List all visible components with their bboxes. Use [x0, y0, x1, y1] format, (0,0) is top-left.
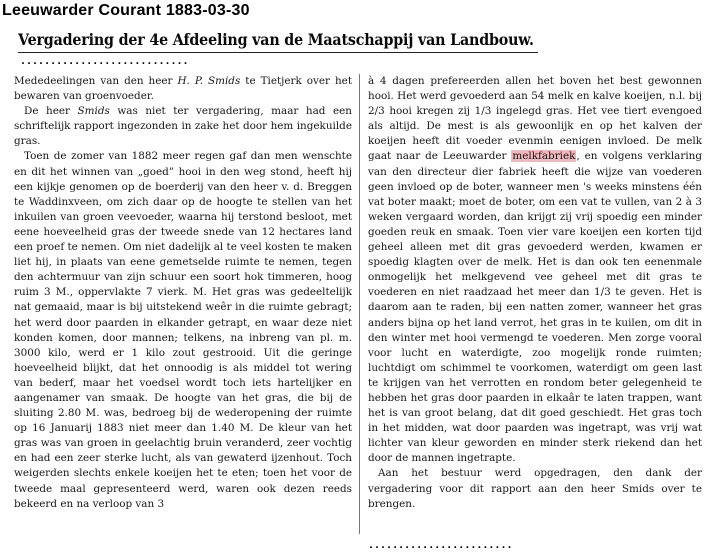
author-surname: Smids — [77, 105, 110, 118]
author-name: H. P. Smids — [177, 75, 241, 87]
dots-separator-top: ............................ — [20, 56, 189, 67]
paragraph: à 4 dagen prefereerden allen het boven het best gewonnen hooi. Het werd gevoederd aan 54 melk en kalve koeijen, n.l. bij 2/3 hooi kregen zij 1/3 ingelegd gras. Het vee tiert evengoed als altijd. De mest is als gewoonlijk en op het kalven der koeijen heeft dit voeder evenmin eenigen invloed. De melk gaat naar de Leeuwarder melkfabriek, en volgens verklaring van den directeur dier fabriek heeft die wijze van voederen geen invloed op de boter, wanneer men 's weeks minstens één vat boter maakt; moet de boter, om een vat te vullen, van 2 à 3 weken vergaard worden, dan krijgt zij vrij spoedig een minder goeden reuk en smaak. Toen vier vare koeijen een korten tijd geheel alleen met dit gras gevoederd werden, kwamen er spoedig klagten over de melk. Het is dan ook ten eenenmale onmogelijk het melkgevend vee geheel met dit gras te voederen en niet raadzaad het meer dan 1/3 te geven. Het is daarom aan te raden, bij een natten zomer, wanneer het gras anders bijna op het land verrot, het gras in te kuilen, om dit in den winter met hooi vermengd te voederen. Men zorge vooral voor lucht en waterdigte, zoo mogelijk ronde ruimten; luchtdigt om schimmel te voorkomen, waterdigt om geen last te krijgen van het verrotten en rondom beter gelegenheid te hebben het gras door paarden in elkaâr te laten trappen, want het is van groot belang, dat dit goed geschiedt. Het gras toch in het midden, wat door paarden was ingetrapt, was vrij wat lichter van kleur geworden en minder sterk riekend dan het door de mannen ingetrapte. — [368, 75, 702, 465]
headline-rule — [18, 52, 538, 53]
article-column-right — [368, 74, 702, 512]
intro-paragraph: Mededeelingen van den heer H. P. Smids te Tietjerk over het bewaren van groenvoeder. — [14, 75, 353, 103]
article-headline: Vergadering der 4e Afdeeling van de Maatschappij van Landbouw. — [18, 30, 534, 49]
clipping-source-label: Leeuwarder Courant 1883-03-30 — [2, 2, 250, 19]
paragraph: De heer Smids was niet ter vergadering, maar had een schriftelijk rapport ingezonden in zake het door hem ingekuilde gras. — [14, 105, 352, 148]
paragraph: Toen de zomer van 1882 meer regen gaf dan men wenschte en dit het winnen van „goed” hooi in den weg stond, heeft hij een kijkje genomen op de boerderij van den heer v. d. Breggen te Waddinxveen, om zich daar op de hoogte te stellen van het inkuilen van groen veevoeder, waarna hij terstond besloot, met eene hoeveelheid gras der tweede snede van 12 hectares land een proef te nemen. Om niet dadelijk al te veel kosten te maken liet hij, in plaats van eene gemetselde ruimte te nemen, tegen den achtermuur van zijn schuur een soort hok timmeren, hoog ruim 3 M., oppervlakte 7 vierk. M. Het gras was gedeeltelijk nat gemaaid, maar is bij uitstekend weêr in die ruimte gebragt; het werd door paarden in elkander getrapt, en waar deze niet konden komen, door mannen; telkens, na inbreng van pl. m. 3000 kilo, werd er 1 kilo zout gestrooid. Uit die geringe hoeveelheid blijkt, dat het onnoodig is als middel tot wering van bederf, maar het voedsel wordt toch iets hartelijker en aangenamer van smaak. De hoogte van het gras, die bij de sluiting 2.80 M. was, bedroeg bij de wederopening der ruimte op 16 Januarij 1883 niet meer dan 1.40 M. De kleur van het gras was van groen in geelachtig bruin veranderd, zeer vochtig en had een zeer sterke lucht, als van gewaterd ijzenhout. Toch weigerden slechts enkele koeijen het te eten; toen het voor de tweede maal gepresenteerd werd, waren ook dezen reeds bekeerd en na verloop van 3 — [14, 150, 352, 510]
highlighted-term: melkfabriek — [512, 150, 576, 163]
article-column-left — [14, 74, 352, 512]
dots-separator-bottom: ........................ — [368, 540, 513, 551]
closing-paragraph: Aan het bestuur werd opgedragen, den dank der vergadering voor dit rapport aan den heer Smids over te brengen. — [368, 467, 702, 510]
column-divider — [359, 74, 360, 534]
